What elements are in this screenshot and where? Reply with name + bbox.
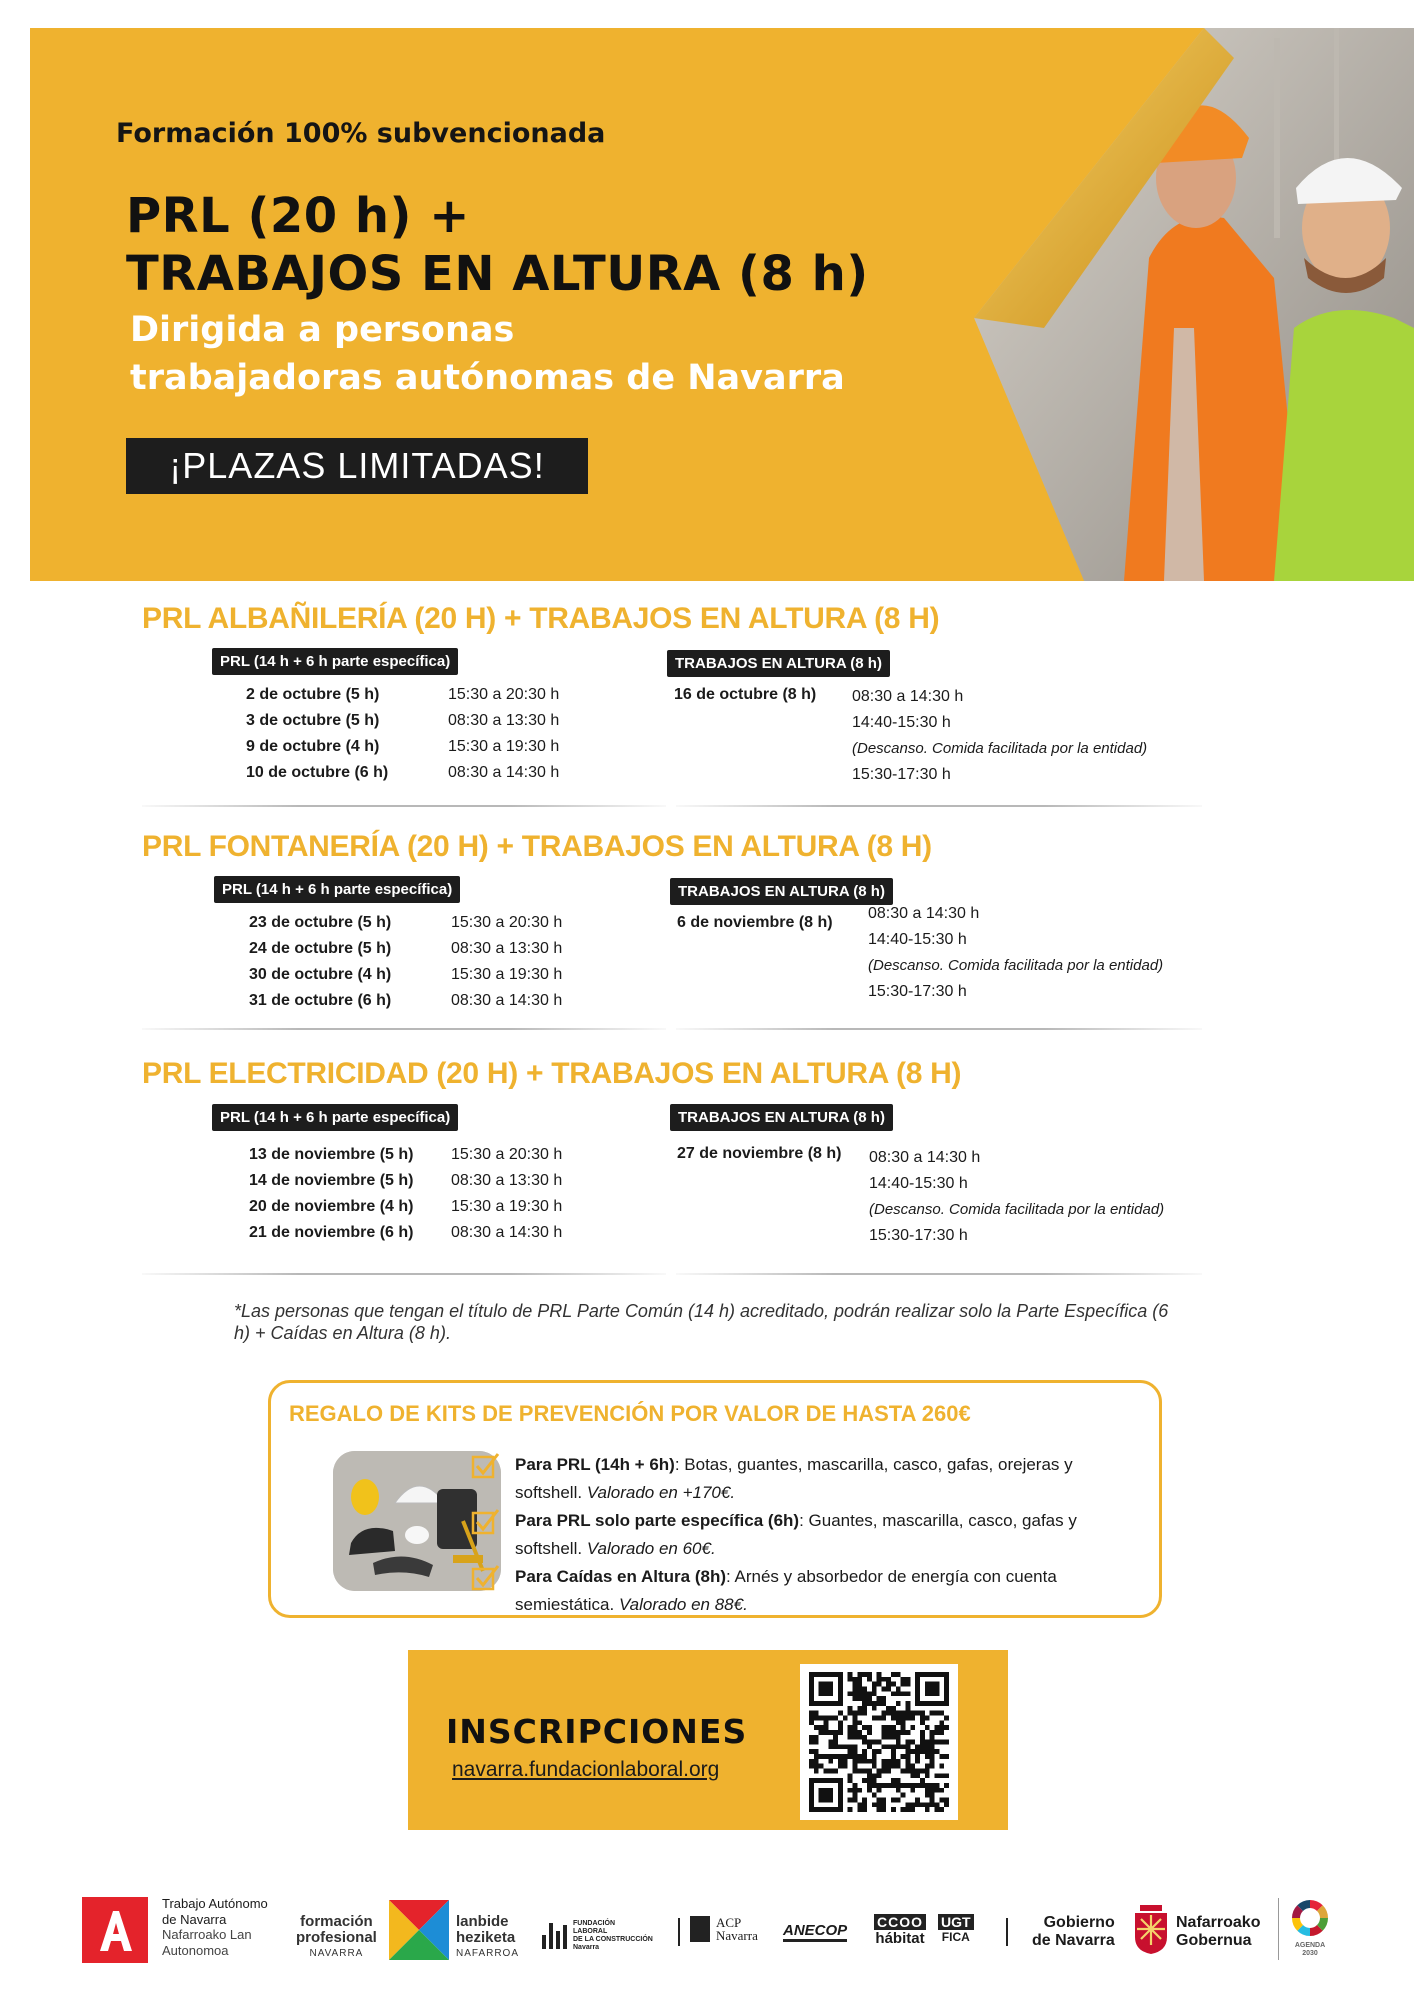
session-date: 23 de octubre (5 h) (249, 914, 392, 931)
logo-separator (1006, 1918, 1008, 1946)
session-hours: 08:30 a 13:30 h (451, 940, 563, 957)
schedule-row (249, 1142, 562, 1168)
hero-kicker: Formación 100% subvencionada (116, 118, 606, 149)
session-hours: 08:30 a 14:30 h (451, 992, 563, 1009)
session-date: 10 de octubre (6 h) (246, 764, 389, 781)
prl-schedule (249, 1142, 562, 1246)
kit-item-text: Para PRL solo parte específica (6h): Guantes, mascarilla, casco, gafas y softshell. Valorado en 60€. (515, 1511, 1077, 1558)
session-date: 9 de octubre (4 h) (246, 738, 380, 755)
divider (676, 1028, 1202, 1030)
acp-navarra-logo: ACP Navarra (690, 1916, 758, 1942)
schedule-row (249, 962, 562, 988)
altura-line: 08:30 a 14:30 h (852, 688, 964, 705)
divider (142, 1028, 666, 1030)
fundacion-laboral-logo: FUNDACIÓN LABORAL DE LA CONSTRUCCIÓN Navarra (542, 1920, 653, 1952)
trabajo-autonomo-logo-text: Trabajo Autónomo de Navarra Nafarroako Lan Autonomoa (162, 1896, 268, 1958)
divider (676, 805, 1202, 807)
altura-line: 15:30-17:30 h (869, 1227, 968, 1244)
prl-tag: PRL (14 h + 6 h parte específica) (214, 876, 460, 903)
schedule-row (249, 910, 562, 936)
schedule-row (249, 1194, 562, 1220)
nafarroako-gobernua-text: Nafarroako Gobernua (1176, 1914, 1261, 1949)
altura-line: (Descanso. Comida facilitada por la entidad) (868, 957, 1164, 974)
ugt-fica-logo: UGT FICA (938, 1914, 974, 1944)
prl-schedule (249, 910, 562, 1014)
session-date: 24 de octubre (5 h) (249, 940, 392, 957)
limited-places-badge: ¡PLAZAS LIMITADAS! (126, 438, 588, 494)
session-hours: 08:30 a 13:30 h (448, 712, 560, 729)
altura-tag: TRABAJOS EN ALTURA (8 h) (670, 1104, 893, 1131)
schedule-row (246, 708, 559, 734)
altura-line: 15:30-17:30 h (852, 766, 951, 783)
hero-subtitle-line1: Dirigida a personas (130, 310, 515, 350)
prl-schedule (246, 682, 559, 786)
altura-line: 14:40-15:30 h (869, 1175, 968, 1192)
course-title: PRL ALBAÑILERÍA (20 H) + TRABAJOS EN ALTURA (8 H) (142, 602, 940, 635)
kits-box (268, 1380, 1162, 1618)
schedule-row (246, 734, 559, 760)
divider (676, 1273, 1202, 1275)
altura-line: (Descanso. Comida facilitada por la entidad) (869, 1201, 1165, 1218)
hero-title-line2: TRABAJOS EN ALTURA (8 h) (126, 246, 869, 302)
checkbox-check-icon (471, 1507, 501, 1537)
ccoo-habitat-logo: CCOO hábitat (875, 1914, 925, 1947)
navarra-shield-icon (1132, 1903, 1170, 1955)
acp-mark-icon (690, 1916, 710, 1942)
kit-item-text: Para Caídas en Altura (8h): Arnés y absorbedor de energía con cuenta semiestática. Valorado en 88€. (515, 1567, 1057, 1614)
course-title: PRL FONTANERÍA (20 H) + TRABAJOS EN ALTURA (8 H) (142, 830, 932, 863)
session-date: 13 de noviembre (5 h) (249, 1146, 414, 1163)
session-hours: 15:30 a 19:30 h (451, 966, 563, 983)
session-hours: 15:30 a 20:30 h (451, 914, 563, 931)
footnote: *Las personas que tengan el título de PRL Parte Común (14 h) acreditado, podrán realizar solo la Parte Específica (6 h) + Caídas en Altura (8 h). (234, 1301, 1169, 1343)
altura-tag: TRABAJOS EN ALTURA (8 h) (670, 878, 893, 905)
session-date: 21 de noviembre (6 h) (249, 1224, 414, 1241)
session-hours: 15:30 a 20:30 h (448, 686, 560, 703)
logo-separator (1278, 1898, 1279, 1960)
hero-title-line1: PRL (20 h) + (126, 188, 470, 244)
altura-line: 14:40-15:30 h (852, 714, 951, 731)
registration-title: INSCRIPCIONES (446, 1712, 748, 1751)
session-hours: 08:30 a 14:30 h (448, 764, 560, 781)
schedule-row (249, 988, 562, 1014)
session-date: 3 de octubre (5 h) (246, 712, 380, 729)
schedule-row (249, 936, 562, 962)
checkbox-check-icon (471, 1451, 501, 1481)
session-date: 30 de octubre (4 h) (249, 966, 392, 983)
checkbox-check-icon (471, 1563, 501, 1593)
session-hours: 15:30 a 19:30 h (448, 738, 560, 755)
session-date: 20 de noviembre (4 h) (249, 1198, 414, 1215)
altura-line: (Descanso. Comida facilitada por la entidad) (852, 740, 1148, 757)
schedule-row (249, 1220, 562, 1246)
trabajo-autonomo-logo-icon (82, 1897, 148, 1963)
logo-separator (678, 1918, 680, 1946)
hero-banner (30, 28, 1414, 581)
altura-hours (852, 684, 1147, 788)
altura-tag: TRABAJOS EN ALTURA (8 h) (667, 650, 890, 677)
session-date: 31 de octubre (6 h) (249, 992, 392, 1009)
kits-title: REGALO DE KITS DE PREVENCIÓN POR VALOR DE HASTA 260€ (289, 1401, 971, 1426)
prl-tag: PRL (14 h + 6 h parte específica) (212, 1104, 458, 1131)
altura-line: 14:40-15:30 h (868, 931, 967, 948)
altura-date: 6 de noviembre (8 h) (677, 914, 833, 931)
altura-date: 16 de octubre (8 h) (674, 686, 817, 703)
agenda-2030-logo: AGENDA 2030 (1286, 1896, 1334, 1964)
altura-line: 08:30 a 14:30 h (869, 1149, 981, 1166)
anecop-logo: ANECOP (783, 1922, 847, 1942)
altura-date: 27 de noviembre (8 h) (677, 1145, 842, 1162)
formacion-profesional-logo: formación profesional NAVARRA (296, 1913, 377, 1959)
divider (142, 1273, 666, 1275)
lanbide-logo-text: lanbide heziketa NAFARROA (456, 1913, 520, 1959)
gobierno-navarra-text: Gobierno de Navarra (1032, 1914, 1115, 1949)
fundacion-laboral-bars-icon (542, 1923, 567, 1949)
course-title: PRL ELECTRICIDAD (20 H) + TRABAJOS EN ALTURA (8 H) (142, 1057, 962, 1090)
session-hours: 15:30 a 19:30 h (451, 1198, 563, 1215)
altura-hours (868, 901, 1163, 1005)
registration-box (408, 1650, 1008, 1830)
divider (142, 805, 666, 807)
schedule-row (249, 1168, 562, 1194)
session-date: 14 de noviembre (5 h) (249, 1172, 414, 1189)
qr-code-icon[interactable] (800, 1664, 958, 1820)
session-hours: 15:30 a 20:30 h (451, 1146, 563, 1163)
prl-tag: PRL (14 h + 6 h parte específica) (212, 648, 458, 675)
kit-item-text: Para PRL (14h + 6h): Botas, guantes, mascarilla, casco, gafas, orejeras y softshell. Valorado en +170€. (515, 1455, 1073, 1502)
agenda-2030-wheel-icon (1286, 1896, 1334, 1940)
altura-line: 15:30-17:30 h (868, 983, 967, 1000)
lanbide-logo-icon (389, 1900, 449, 1960)
schedule-row (246, 682, 559, 708)
schedule-row (246, 760, 559, 786)
workers-photo (974, 28, 1414, 581)
hero-subtitle-line2: trabajadoras autónomas de Navarra (130, 358, 845, 398)
altura-hours (869, 1145, 1164, 1249)
altura-line: 08:30 a 14:30 h (868, 905, 980, 922)
session-date: 2 de octubre (5 h) (246, 686, 380, 703)
session-hours: 08:30 a 13:30 h (451, 1172, 563, 1189)
registration-link[interactable]: navarra.fundacionlaboral.org (452, 1758, 720, 1781)
session-hours: 08:30 a 14:30 h (451, 1224, 563, 1241)
